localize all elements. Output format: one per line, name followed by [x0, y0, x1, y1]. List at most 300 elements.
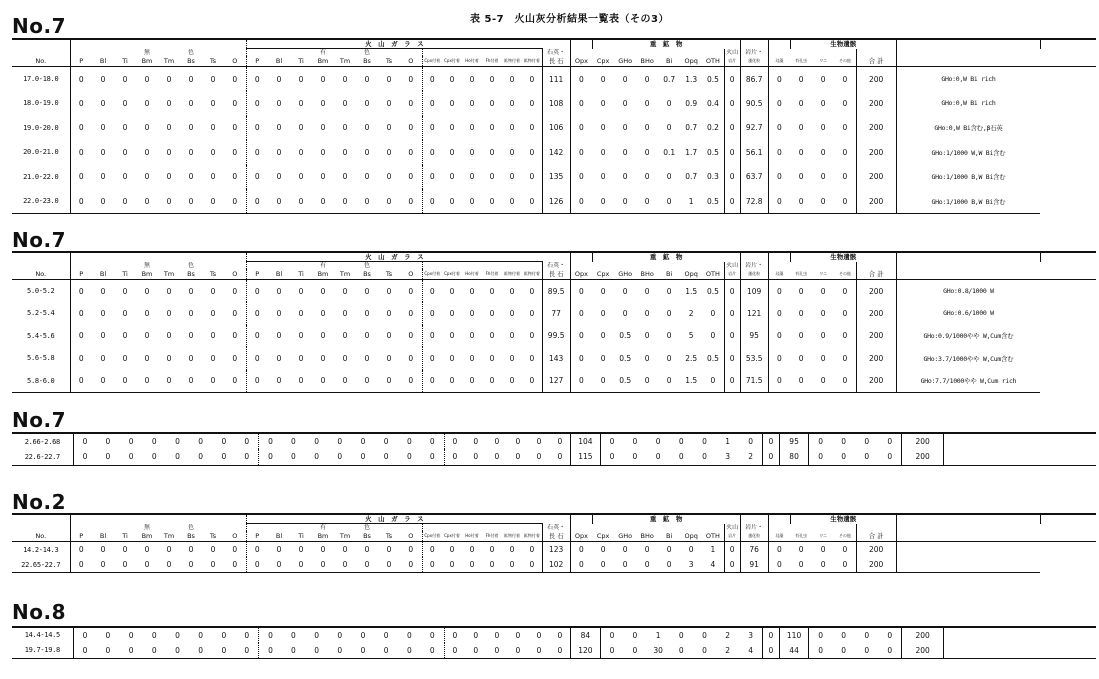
- data-cell: 2: [688, 308, 694, 318]
- data-cell: 0: [188, 286, 194, 296]
- data-cell: 0: [429, 353, 435, 363]
- data-cell: 0: [449, 331, 455, 341]
- data-cell: 0: [166, 147, 172, 157]
- data-cell: 0: [400, 557, 422, 573]
- data-cell: 0: [623, 643, 646, 659]
- weathered-value: 109: [740, 280, 768, 303]
- data-cell: 0: [522, 370, 542, 393]
- glass-col-header: Ts: [385, 57, 393, 65]
- analysis-table: [12, 513, 1096, 573]
- header-blank: [896, 514, 1040, 524]
- weathered-value: 86.7: [740, 67, 768, 92]
- header-blank: [268, 524, 290, 532]
- weathered-value: 71.5: [740, 370, 768, 393]
- data-cell: 0: [342, 123, 348, 133]
- glass-col-header: Bl: [99, 532, 107, 540]
- heavy-col-header: OTH: [702, 269, 724, 280]
- data-cell: 0: [246, 370, 268, 393]
- header-blank: [542, 252, 570, 262]
- data-cell: 0: [462, 370, 482, 393]
- color-label: 色: [187, 523, 194, 531]
- data-cell: 0: [276, 123, 282, 133]
- data-cell: 0: [78, 172, 84, 182]
- glass-col-header: Ts: [385, 270, 393, 278]
- bio-col-header: 有孔虫: [795, 533, 808, 538]
- data-cell: 0: [122, 308, 128, 318]
- data-cell: 0.5: [619, 331, 632, 341]
- data-cell: 0: [400, 189, 422, 214]
- data-cell: 0: [259, 643, 282, 659]
- data-cell: 0: [224, 140, 246, 165]
- bio-col-header: その他: [834, 531, 856, 542]
- colored-label: 有: [319, 49, 326, 56]
- header-blank: [1040, 514, 1096, 524]
- row-label: 5.6-5.8: [12, 347, 70, 370]
- quartz-value: 115: [571, 449, 601, 465]
- data-cell: 0: [78, 123, 84, 133]
- data-cell: 0: [834, 370, 856, 393]
- data-cell: 0: [128, 630, 134, 640]
- volcanic-label: 岩片: [724, 56, 740, 67]
- data-cell: 0: [276, 331, 282, 341]
- data-cell: 0: [158, 189, 180, 214]
- header-blank: [334, 49, 356, 57]
- data-cell: 0: [342, 74, 348, 84]
- row-label: 19.7-19.8: [12, 643, 73, 659]
- header-blank: [768, 514, 790, 524]
- weathered-value: 95: [779, 433, 809, 449]
- data-cell: 0: [422, 557, 442, 573]
- data-cell: 0: [429, 98, 435, 108]
- mineral-col-header: 鉱物付着: [522, 56, 542, 67]
- heavy-col-header: Cpx: [596, 532, 610, 540]
- data-cell: 0: [522, 325, 542, 348]
- data-cell: 0: [820, 308, 826, 318]
- bio-col-header: 有孔虫: [795, 271, 808, 276]
- data-cell: 0: [128, 437, 134, 446]
- data-cell: 0: [100, 308, 106, 318]
- data-cell: 0: [276, 98, 282, 108]
- header-blank: [290, 262, 312, 270]
- data-cell: 0: [210, 353, 216, 363]
- data-cell: 0: [383, 437, 389, 446]
- header-blank: [378, 262, 400, 270]
- data-cell: 0: [469, 286, 475, 296]
- data-cell: 0: [188, 147, 194, 157]
- data-cell: 1: [680, 189, 702, 214]
- data-cell: 0: [702, 437, 707, 446]
- volcanic-value: 0: [724, 557, 740, 573]
- data-cell: 0: [378, 370, 400, 393]
- total-value: 200: [856, 91, 896, 116]
- mineral-col-header: 鉱物付着: [504, 58, 520, 63]
- glass-col-header: Tm: [163, 270, 175, 278]
- data-cell: 0: [254, 353, 260, 363]
- row-label: 5.0-5.2: [12, 280, 70, 303]
- data-cell: 0: [579, 308, 584, 318]
- row-label: 22.65-22.7: [12, 557, 70, 573]
- header-blank: [570, 524, 724, 532]
- data-cell: 0: [507, 643, 528, 659]
- data-cell: 0: [210, 123, 216, 133]
- data-cell: 0: [100, 172, 106, 182]
- data-cell: 0: [254, 74, 260, 84]
- header-blank: [768, 252, 790, 262]
- header-blank: [1040, 252, 1096, 262]
- data-cell: 0: [522, 165, 542, 190]
- data-cell: 0: [528, 643, 549, 659]
- data-cell: 0: [494, 630, 500, 640]
- header-blank: [70, 262, 92, 270]
- data-cell: 0: [268, 557, 290, 573]
- glass-col-header: O: [400, 56, 422, 67]
- data-cell: 0: [235, 627, 258, 643]
- data-cell: 0: [268, 370, 290, 393]
- header-blank: [202, 262, 224, 270]
- data-cell: 0: [406, 437, 412, 446]
- data-cell: 0: [221, 630, 227, 640]
- glass-col-header: Ti: [298, 270, 304, 278]
- header-blank: [400, 524, 422, 532]
- data-cell: 0: [550, 449, 571, 465]
- heavy-col-header: GHo: [618, 57, 633, 65]
- data-cell: 0: [320, 123, 326, 133]
- data-cell: 0: [210, 545, 216, 554]
- volcanic-value: 0: [724, 325, 740, 348]
- data-cell: 0: [452, 437, 458, 446]
- data-cell: 0: [442, 189, 462, 214]
- data-cell: 0: [100, 331, 106, 341]
- data-cell: 0: [841, 630, 846, 640]
- data-cell: 0: [820, 98, 826, 108]
- data-cell: 0: [469, 331, 475, 341]
- data-cell: 0: [144, 308, 150, 318]
- row-label: 22.0-23.0: [12, 189, 70, 214]
- data-cell: 0: [678, 437, 684, 446]
- row-note: GHo:0.9/1000やや W,Cum含む: [923, 332, 1014, 341]
- data-cell: 0: [320, 353, 326, 363]
- mineral-col-header: Fh付着: [485, 271, 499, 276]
- data-cell: 0: [429, 545, 435, 554]
- data-cell: 0: [224, 325, 246, 348]
- data-cell: 0: [469, 98, 475, 108]
- data-cell: 0.7: [685, 123, 698, 133]
- data-cell: 0: [400, 140, 422, 165]
- glass-col-header: O: [400, 269, 422, 280]
- data-cell: 0: [489, 353, 495, 363]
- header-blank: [896, 531, 1040, 542]
- glass-col-header: O: [224, 269, 246, 280]
- data-cell: 0: [364, 74, 370, 84]
- quartz-value: 127: [542, 370, 570, 393]
- colorless-label: 無: [143, 523, 150, 531]
- data-cell: 0: [254, 286, 260, 296]
- glass-group-title: 火 山 ガ ラ ス: [246, 514, 542, 524]
- data-cell: 0: [122, 172, 128, 182]
- volcanic-value: 0: [724, 116, 740, 141]
- data-cell: 0: [579, 286, 584, 296]
- data-cell: 0: [644, 98, 650, 108]
- header-blank: [896, 524, 1040, 532]
- data-cell: 0: [798, 147, 804, 157]
- data-cell: 0: [166, 449, 189, 465]
- analysis-table: [12, 432, 1096, 466]
- data-cell: 0: [449, 74, 455, 84]
- total-value: 200: [856, 325, 896, 348]
- data-cell: 0: [386, 74, 392, 84]
- data-cell: 0: [449, 545, 455, 554]
- volcanic-label: 岩片: [724, 531, 740, 542]
- data-cell: 0: [78, 353, 84, 363]
- data-cell: 0: [702, 302, 724, 325]
- data-cell: 0: [798, 331, 804, 341]
- data-cell: 0: [100, 98, 106, 108]
- header-blank: [740, 252, 768, 262]
- quartz-value: 99.5: [542, 325, 570, 348]
- data-cell: 0: [644, 123, 650, 133]
- mineral-col-header: Fh付着: [485, 533, 499, 538]
- data-cell: 0: [818, 630, 824, 640]
- total-value: 200: [856, 189, 896, 214]
- data-cell: 0: [509, 172, 515, 182]
- data-cell: 0: [509, 545, 515, 554]
- weathered-label: 岩片・: [740, 49, 768, 57]
- glass-col-header: Bm: [141, 57, 153, 65]
- data-cell: 0: [462, 189, 482, 214]
- data-cell: 0: [166, 74, 172, 84]
- data-cell: 0: [400, 280, 422, 303]
- data-cell: 0: [276, 172, 282, 182]
- data-cell: 0: [489, 286, 495, 296]
- data-cell: 0: [144, 123, 150, 133]
- total-value: 200: [856, 542, 896, 558]
- data-cell: 0: [644, 353, 650, 363]
- data-cell: 0: [276, 286, 282, 296]
- data-cell: 0: [469, 172, 475, 182]
- data-cell: 0: [421, 433, 444, 449]
- data-cell: 0: [224, 67, 246, 92]
- glass-col-header: Bm: [141, 270, 153, 278]
- data-cell: 0: [342, 147, 348, 157]
- data-cell: 0: [166, 123, 172, 133]
- data-cell: 0: [820, 545, 826, 554]
- heavy-group-title: 重 鉱 物: [592, 514, 740, 524]
- data-cell: 0: [600, 172, 606, 182]
- data-cell: 0: [92, 189, 114, 214]
- data-cell: 0: [834, 67, 856, 92]
- bio-col-header: 有孔虫: [795, 58, 808, 63]
- data-cell: 0: [224, 91, 246, 116]
- data-cell: 0: [609, 437, 615, 446]
- glass-group-title: 火 山 ガ ラ ス: [246, 39, 542, 49]
- data-cell: 0: [70, 557, 92, 573]
- header-blank: [92, 262, 114, 270]
- row-label: 5.2-5.4: [12, 302, 70, 325]
- data-cell: 0: [189, 449, 212, 465]
- data-cell: 2: [739, 449, 762, 465]
- data-cell: 0: [878, 433, 901, 449]
- data-cell: 0: [398, 643, 421, 659]
- table-row: [12, 325, 1096, 348]
- data-cell: 0: [406, 630, 412, 640]
- data-cell: 0: [622, 98, 628, 108]
- data-cell: 0: [600, 331, 606, 341]
- data-cell: 0: [489, 147, 495, 157]
- data-cell: 0.5: [702, 67, 724, 92]
- table-row: [12, 449, 1096, 465]
- data-cell: 0: [429, 123, 435, 133]
- data-cell: 0: [777, 353, 782, 363]
- data-cell: 0: [254, 545, 260, 554]
- total-value: 200: [902, 643, 944, 659]
- data-cell: 0: [469, 545, 475, 554]
- section-title: No.8: [12, 600, 66, 624]
- data-cell: 0: [151, 630, 157, 640]
- glass-col-header: Tm: [163, 57, 175, 65]
- header-blank: [400, 49, 422, 57]
- data-cell: 0: [666, 308, 672, 318]
- data-cell: 0: [482, 370, 502, 393]
- data-cell: 0.5: [614, 370, 636, 393]
- data-cell: 0: [166, 643, 189, 659]
- data-cell: 0: [812, 557, 834, 573]
- volcanic-value: 0: [724, 280, 740, 303]
- data-cell: 0: [320, 172, 326, 182]
- data-cell: 0: [291, 630, 296, 640]
- table-row: [12, 627, 1096, 643]
- data-cell: 0: [449, 98, 455, 108]
- data-cell: 0: [421, 627, 444, 643]
- data-cell: 0: [655, 437, 661, 446]
- data-cell: 0: [312, 189, 334, 214]
- heavy-col-header: Cpx: [596, 57, 610, 65]
- data-cell: 0: [644, 172, 650, 182]
- data-cell: 0: [834, 557, 856, 573]
- mineral-col-header: Cpx付着: [424, 58, 441, 63]
- glass-col-header: P: [79, 57, 84, 65]
- data-cell: 0: [166, 308, 172, 318]
- table-caption: 表 5-7 火山灰分析結果一覧表（その3）: [470, 14, 670, 25]
- data-cell: 0: [579, 74, 584, 84]
- table-row: [12, 370, 1096, 393]
- data-cell: 0: [841, 437, 846, 446]
- row-note: GHo:1/1000 B,W Bi含む: [931, 173, 1006, 182]
- header-blank: [768, 262, 856, 270]
- data-cell: 0: [312, 557, 334, 573]
- weathered-value: 90.5: [740, 91, 768, 116]
- data-cell: 0: [298, 353, 304, 363]
- bio-group-title: 生物遺骸: [790, 39, 896, 49]
- row-note: [944, 643, 1096, 659]
- header-blank: [856, 49, 896, 57]
- mineral-col-header: Ho付着: [465, 533, 479, 538]
- data-cell: 0: [386, 353, 392, 363]
- data-cell: 0: [421, 449, 444, 465]
- volcanic-label: 岩片: [724, 269, 740, 280]
- data-cell: 0: [144, 353, 150, 363]
- data-cell: 0: [632, 630, 638, 640]
- data-cell: 0.1: [663, 147, 676, 157]
- data-cell: 0: [622, 286, 628, 296]
- heavy-col-header: Opx: [574, 270, 588, 278]
- data-cell: 0: [579, 123, 584, 133]
- volcanic-value: 0: [762, 449, 779, 465]
- data-cell: 0: [78, 545, 84, 554]
- header-blank: [246, 262, 268, 270]
- bio-col-header: その他: [834, 56, 856, 67]
- data-cell: 0: [622, 545, 628, 554]
- data-cell: 0: [180, 557, 202, 573]
- row-note: GHo:7.7/1000やや W,Cum rich: [896, 370, 1040, 393]
- glass-col-header: Bm: [317, 57, 329, 65]
- data-cell: 0: [298, 74, 304, 84]
- data-cell: 0: [834, 140, 856, 165]
- data-cell: 0: [188, 308, 194, 318]
- data-cell: 0: [114, 557, 136, 573]
- volcanic-value: 0: [724, 140, 740, 165]
- data-cell: 0: [254, 331, 260, 341]
- data-cell: 0.5: [702, 189, 724, 214]
- data-cell: 0: [158, 557, 180, 573]
- heavy-col-header: Cpx: [596, 270, 610, 278]
- data-cell: 0: [235, 433, 258, 449]
- data-cell: 3: [716, 449, 739, 465]
- table-row: [12, 91, 1096, 116]
- data-cell: 0: [666, 353, 672, 363]
- data-cell: 0: [820, 172, 826, 182]
- data-cell: 0: [320, 98, 326, 108]
- data-cell: 0: [429, 172, 435, 182]
- header-blank: [1040, 39, 1096, 49]
- data-cell: 0: [798, 545, 804, 554]
- data-cell: 0: [224, 557, 246, 573]
- data-cell: 0: [356, 189, 378, 214]
- data-cell: 0: [834, 302, 856, 325]
- data-cell: 0: [364, 123, 370, 133]
- data-cell: 0: [298, 98, 304, 108]
- data-cell: 0: [224, 116, 246, 141]
- data-cell: 0: [122, 353, 128, 363]
- volcanic-value: 0: [724, 347, 740, 370]
- data-cell: 0: [798, 172, 804, 182]
- table-row: [12, 433, 1096, 449]
- data-cell: 0: [832, 449, 855, 465]
- weathered-label: 岩片・: [740, 262, 768, 270]
- data-cell: 0: [364, 308, 370, 318]
- data-cell: 0: [320, 147, 326, 157]
- header-blank: [896, 49, 1040, 57]
- data-cell: 0: [600, 286, 606, 296]
- data-cell: 0: [469, 74, 475, 84]
- glass-col-header: Ti: [122, 532, 128, 540]
- table-row: [12, 116, 1096, 141]
- data-cell: 0: [198, 437, 204, 446]
- data-cell: 0: [144, 331, 150, 341]
- glass-col-header: P: [255, 270, 260, 278]
- header-blank: [570, 262, 724, 270]
- data-cell: 0: [210, 74, 216, 84]
- data-cell: 0: [798, 98, 804, 108]
- data-cell: 0: [78, 331, 84, 341]
- header-blank: [114, 49, 136, 57]
- data-cell: 0: [702, 630, 707, 640]
- glass-col-header: Bl: [275, 532, 283, 540]
- data-cell: 0: [400, 302, 422, 325]
- table-row: [12, 67, 1096, 92]
- data-cell: 0: [658, 189, 680, 214]
- data-cell: 1.5: [685, 286, 698, 296]
- glass-col-header: P: [79, 270, 84, 278]
